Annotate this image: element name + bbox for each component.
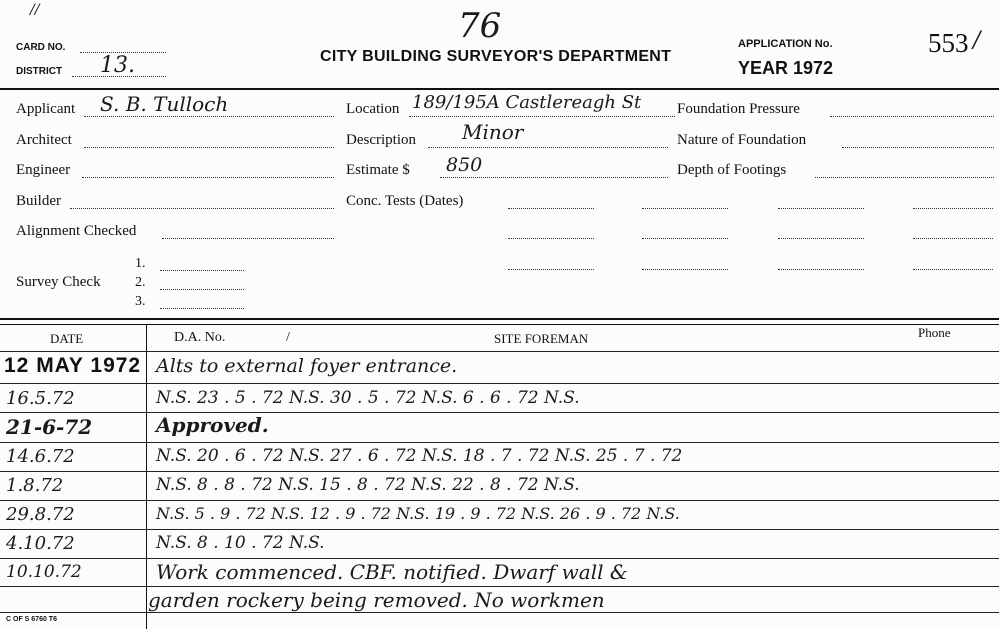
architect-label: Architect bbox=[16, 132, 72, 148]
header-site-foreman: SITE FOREMAN bbox=[494, 331, 589, 346]
district-value: 13. bbox=[100, 53, 135, 78]
conc-line bbox=[508, 269, 594, 270]
estimate-line bbox=[440, 177, 668, 178]
row-rule bbox=[0, 442, 999, 443]
row-date: 4.10.72 bbox=[6, 533, 75, 554]
alignment-label: Alignment Checked bbox=[16, 223, 137, 239]
survey-line-1 bbox=[160, 270, 244, 271]
conc-line bbox=[913, 238, 993, 239]
row-date: 16.5.72 bbox=[6, 388, 75, 409]
row-rule bbox=[0, 586, 999, 587]
location-value: 189/195A Castlereagh St bbox=[412, 92, 642, 113]
engineer-label: Engineer bbox=[16, 162, 71, 178]
nature-label: Nature of Foundation bbox=[677, 132, 807, 148]
header-da-no: D.A. No. bbox=[174, 330, 226, 345]
applicant-value: S. B. Tulloch bbox=[100, 92, 229, 116]
header-phone: Phone bbox=[918, 325, 951, 340]
conc-line bbox=[642, 269, 728, 270]
survey-label: Survey Check bbox=[16, 274, 101, 290]
header-date: DATE bbox=[50, 331, 84, 346]
survey-num-3: 3. bbox=[135, 294, 146, 309]
district-label: DISTRICT bbox=[16, 66, 63, 77]
description-value: Minor bbox=[462, 120, 524, 144]
conc-line bbox=[913, 208, 993, 209]
row-date: 29.8.72 bbox=[6, 504, 75, 525]
row-date: 14.6.72 bbox=[6, 446, 75, 467]
row-rule bbox=[0, 558, 999, 559]
row-rule bbox=[0, 412, 999, 413]
description-label: Description bbox=[346, 132, 416, 148]
table-top-rule-inner bbox=[0, 324, 999, 325]
row-date: 1.8.72 bbox=[6, 475, 64, 496]
application-label: APPLICATION No. bbox=[738, 38, 833, 50]
row-rule bbox=[0, 383, 999, 384]
conc-line bbox=[642, 208, 728, 209]
top-scribble: // bbox=[30, 2, 40, 18]
row-rule bbox=[0, 351, 999, 352]
conc-line bbox=[913, 269, 993, 270]
description-line bbox=[428, 147, 668, 148]
applicant-label: Applicant bbox=[16, 101, 76, 117]
foundation-pressure-line bbox=[830, 116, 994, 117]
location-line bbox=[409, 116, 675, 117]
header-rule bbox=[0, 88, 999, 90]
row-rule bbox=[0, 612, 999, 613]
year-label: YEAR 1972 bbox=[738, 58, 834, 78]
scribble-number: 76 bbox=[458, 6, 502, 46]
survey-line-2 bbox=[160, 289, 244, 290]
survey-line-3 bbox=[160, 308, 244, 309]
conc-line bbox=[778, 208, 864, 209]
depth-label: Depth of Footings bbox=[677, 162, 787, 178]
row-text: N.S. 23 . 5 . 72 N.S. 30 . 5 . 72 N.S. 6 . 6 . 72 N.S. bbox=[156, 388, 580, 408]
estimate-label: Estimate $ bbox=[346, 162, 410, 178]
form-code: C OF S 6760 T6 bbox=[6, 616, 57, 623]
conc-line bbox=[642, 238, 728, 239]
row-text: Work commenced. CBF. notified. Dwarf wall & bbox=[156, 560, 628, 584]
department-title: CITY BUILDING SURVEYOR'S DEPARTMENT bbox=[320, 48, 672, 65]
row-text: garden rockery being removed. No workmen bbox=[148, 588, 605, 612]
check-mark: / bbox=[973, 28, 981, 53]
row-date: 10.10.72 bbox=[6, 562, 82, 582]
conc-line bbox=[508, 208, 594, 209]
row-date: 12 MAY 1972 bbox=[4, 354, 142, 377]
engineer-line bbox=[82, 177, 334, 178]
builder-label: Builder bbox=[16, 193, 61, 209]
row-text: N.S. 8 . 10 . 72 N.S. bbox=[156, 533, 325, 553]
conc-line bbox=[778, 238, 864, 239]
row-date: 21-6-72 bbox=[6, 415, 93, 439]
foundation-pressure-label: Foundation Pressure bbox=[677, 101, 800, 117]
header-slash: / bbox=[286, 330, 290, 345]
row-text: Approved. bbox=[156, 413, 269, 437]
survey-num-2: 2. bbox=[135, 275, 146, 290]
builder-line bbox=[70, 208, 334, 209]
survey-num-1: 1. bbox=[135, 256, 146, 271]
card-no-label: CARD NO. bbox=[16, 42, 66, 53]
conc-tests-label: Conc. Tests (Dates) bbox=[346, 193, 464, 209]
row-rule bbox=[0, 529, 999, 530]
estimate-value: 850 bbox=[446, 154, 483, 176]
row-rule bbox=[0, 500, 999, 501]
row-text: N.S. 5 . 9 . 72 N.S. 12 . 9 . 72 N.S. 19 . 9 . 72 N.S. 26 . 9 . 72 N.S. bbox=[156, 504, 680, 523]
table-top-rule bbox=[0, 318, 999, 320]
application-number: 553 bbox=[928, 28, 969, 58]
location-label: Location bbox=[346, 101, 400, 117]
nature-line bbox=[842, 147, 994, 148]
applicant-line bbox=[84, 116, 334, 117]
depth-line bbox=[815, 177, 994, 178]
date-column-divider bbox=[146, 324, 147, 629]
row-text: N.S. 20 . 6 . 72 N.S. 27 . 6 . 72 N.S. 18 . 7 . 72 N.S. 25 . 7 . 72 bbox=[156, 446, 683, 466]
alignment-line bbox=[162, 238, 334, 239]
architect-line bbox=[84, 147, 334, 148]
row-text: N.S. 8 . 8 . 72 N.S. 15 . 8 . 72 N.S. 22 . 8 . 72 N.S. bbox=[156, 475, 580, 495]
conc-line bbox=[508, 238, 594, 239]
conc-line bbox=[778, 269, 864, 270]
row-rule bbox=[0, 471, 999, 472]
row-text: Alts to external foyer entrance. bbox=[156, 355, 458, 377]
